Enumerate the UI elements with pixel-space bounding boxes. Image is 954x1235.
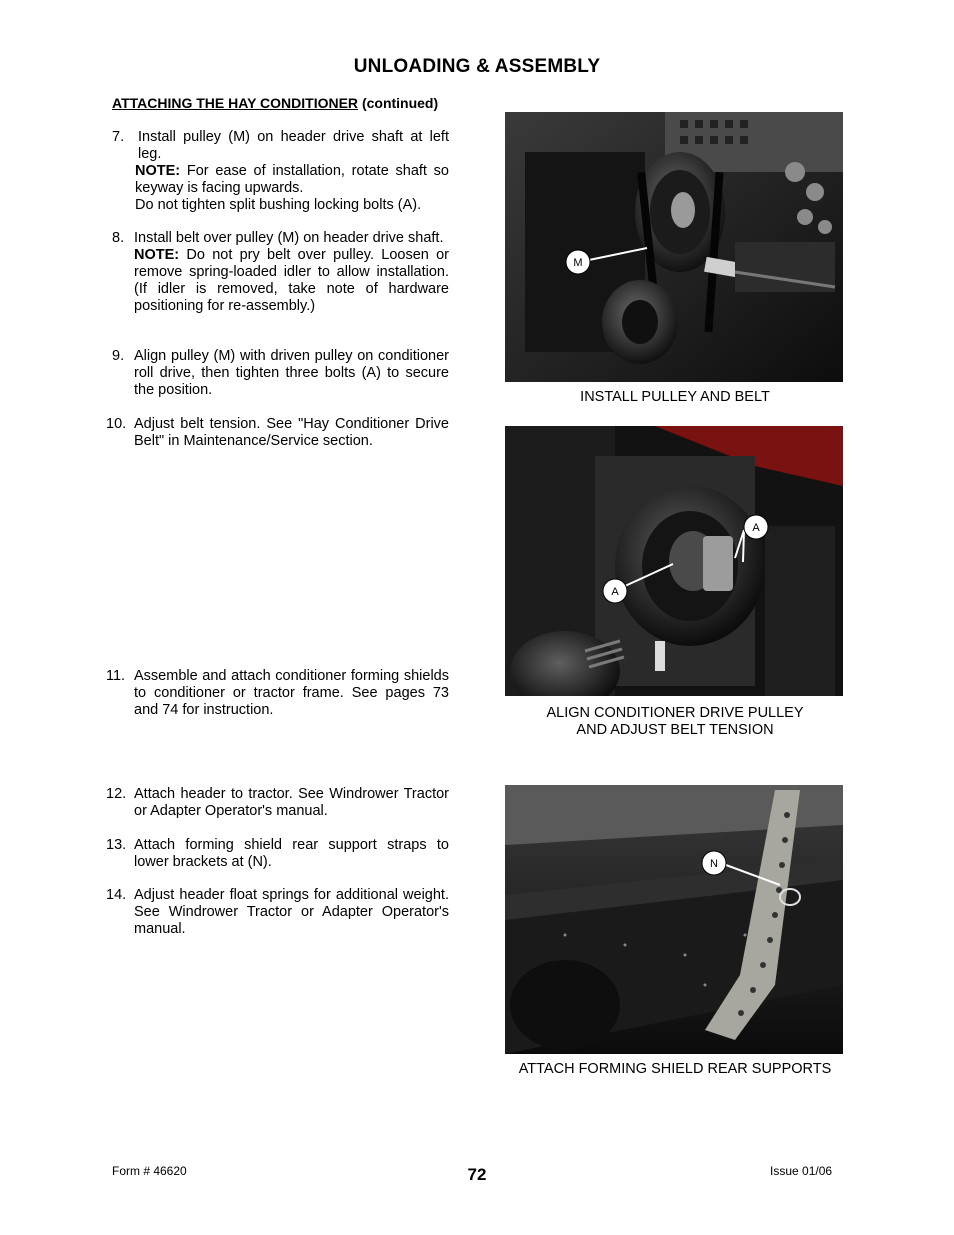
step-11 xyxy=(106,668,449,719)
step-text: Adjust header float springs for additional weight. See Windrower Tractor or Adapter Operator's manual. xyxy=(134,887,449,937)
step-text: Align pulley (M) with driven pulley on conditioner roll drive, then tighten three bolts (A) to secure the position. xyxy=(134,348,449,398)
step-number: 7. xyxy=(112,129,125,145)
step-number: 11. xyxy=(106,668,126,684)
step-13 xyxy=(106,837,449,871)
caption-install-pulley: INSTALL PULLEY AND BELT xyxy=(580,389,770,405)
photo-align-pulley xyxy=(505,426,843,696)
callout-label-a-lower: A xyxy=(611,586,619,598)
step-number: 13. xyxy=(106,837,127,853)
page-title: UNLOADING & ASSEMBLY xyxy=(353,56,601,77)
section-heading-text: ATTACHING THE HAY CONDITIONER xyxy=(112,95,359,111)
photo-forming-shield-illustration xyxy=(505,785,843,1054)
step-number: 10. xyxy=(106,416,127,432)
page-number: 72 xyxy=(467,1165,487,1184)
step-text: Install belt over pulley (M) on header drive shaft. xyxy=(134,230,444,246)
note-label: NOTE: xyxy=(134,247,180,263)
caption-forming-shield: ATTACH FORMING SHIELD REAR SUPPORTS xyxy=(518,1061,832,1077)
footer-form-number: Form # 46620 xyxy=(112,1164,187,1178)
step-text: Attach forming shield rear support straps to lower brackets at (N). xyxy=(134,837,449,870)
step-number: 14. xyxy=(106,887,127,903)
step-note xyxy=(134,247,449,315)
note-label: NOTE: xyxy=(135,163,181,179)
photo-install-pulley xyxy=(505,112,843,382)
photo-forming-shield xyxy=(505,785,843,1054)
step-text: Attach header to tractor. See Windrower Tractor or Adapter Operator's manual. xyxy=(134,786,449,819)
note-text: For ease of installation, rotate shaft so keyway is facing upwards. xyxy=(135,163,449,196)
callout-leader-line xyxy=(743,530,744,562)
caption-align-pulley xyxy=(490,705,860,739)
photo-install-pulley-illustration xyxy=(505,112,843,382)
step-text: Adjust belt tension. See "Hay Conditioner Drive Belt" in Maintenance/Service section. xyxy=(134,416,449,449)
callout-label-m: M xyxy=(573,257,583,269)
caption-line-1: ALIGN CONDITIONER DRIVE PULLEY xyxy=(546,705,804,721)
step-note xyxy=(135,163,449,197)
step-extra: Do not tighten split bushing locking bolts (A). xyxy=(135,197,422,213)
step-8 xyxy=(112,230,449,315)
footer-issue: Issue 01/06 xyxy=(770,1164,833,1178)
step-14 xyxy=(106,887,449,938)
caption-line-2: AND ADJUST BELT TENSION xyxy=(576,722,774,738)
step-number: 8. xyxy=(112,230,125,246)
photo-align-pulley-illustration xyxy=(505,426,843,696)
section-heading-suffix: (continued) xyxy=(361,95,439,111)
step-7 xyxy=(112,129,449,214)
callout-label-n: N xyxy=(710,858,718,870)
step-10 xyxy=(106,416,449,450)
step-text: Assemble and attach conditioner forming shields to conditioner or tractor frame. See pages 73 and 74 for instruction. xyxy=(134,668,449,718)
step-number: 12. xyxy=(106,786,127,802)
step-number: 9. xyxy=(112,348,125,364)
step-text: Install pulley (M) on header drive shaft at left leg. xyxy=(138,129,449,162)
step-9 xyxy=(112,348,449,399)
callout-label-a-upper: A xyxy=(752,522,760,534)
step-12 xyxy=(106,786,449,820)
note-text: Do not pry belt over pulley. Loosen or remove spring-loaded idler to allow installation. (If idler is removed, take note of hardware positioning for re-assembly.) xyxy=(134,247,449,314)
section-heading xyxy=(112,95,438,111)
